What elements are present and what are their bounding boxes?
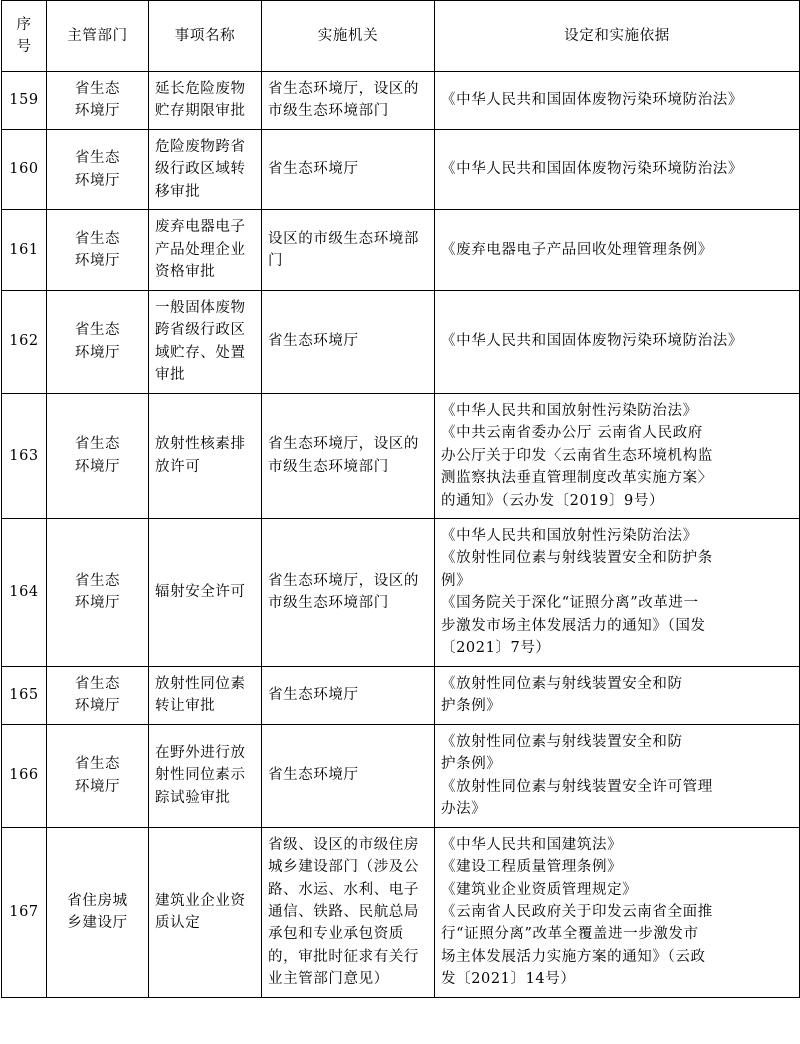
basis-line: 《中华人民共和国放射性污染防治法》 (441, 527, 698, 544)
cell-seq: 159 (2, 72, 47, 130)
cell-seq: 160 (2, 129, 47, 209)
cell-legal-basis: 《废弃电器电子产品回收处理管理条例》 (435, 210, 800, 290)
cell-department (47, 210, 149, 290)
administrative-license-table (1, 0, 800, 998)
cell-department (47, 666, 149, 724)
cell-department-line1: 省生态 (74, 150, 121, 167)
cell-seq: 165 (2, 666, 47, 724)
cell-department-line2: 环境厅 (74, 698, 121, 715)
cell-department-line2: 环境厅 (74, 595, 121, 612)
cell-legal-basis: 《中华人民共和国固体废物污染环境防治法》 (435, 72, 800, 130)
column-header-implementing-organ: 实施机关 (262, 1, 435, 72)
cell-department (47, 724, 149, 827)
cell-implementing-organ: 省生态环境厅 (262, 666, 435, 724)
basis-line: 《放射性同位素与射线装置安全和防 (441, 675, 683, 692)
cell-department-line1: 省生态 (74, 322, 121, 339)
basis-line: 《中共云南省委办公厅 云南省人民政府 (441, 425, 703, 442)
basis-line: 《放射性同位素与射线装置安全许可管理 (441, 778, 713, 795)
cell-department (47, 290, 149, 393)
cell-department-line1: 省生态 (74, 756, 121, 773)
basis-line: 测监察执法垂直管理制度改革实施方案〉 (441, 470, 713, 487)
cell-legal-basis (435, 724, 800, 827)
cell-implementing-organ: 省生态环境厅，设区的市级生态环境部门 (262, 72, 435, 130)
cell-department (47, 518, 149, 666)
table-row (2, 290, 800, 393)
cell-item-name: 废弃电器电子产品处理企业资格审批 (149, 210, 262, 290)
cell-department (47, 393, 149, 518)
cell-implementing-organ: 省生态环境厅，设区的市级生态环境部门 (262, 518, 435, 666)
cell-implementing-organ: 省生态环境厅 (262, 129, 435, 209)
cell-implementing-organ: 省生态环境厅 (262, 724, 435, 827)
cell-item-name: 放射性同位素转让审批 (149, 666, 262, 724)
cell-department-line1: 省住房城 (67, 892, 128, 909)
cell-department-line2: 环境厅 (74, 172, 121, 189)
table-row (2, 724, 800, 827)
cell-implementing-organ: 省级、设区的市级住房城乡建设部门（涉及公路、水运、水利、电子通信、铁路、民航总局承包和专业承包资质的，审批时征求有关行业主管部门意见） (262, 827, 435, 997)
basis-line: 《放射性同位素与射线装置安全和防 (441, 733, 683, 750)
table-row (2, 129, 800, 209)
basis-line: 《放射性同位素与射线装置安全和防护条 (441, 550, 713, 567)
table-row (2, 666, 800, 724)
table-row (2, 827, 800, 997)
cell-implementing-organ: 省生态环境厅，设区的市级生态环境部门 (262, 393, 435, 518)
basis-line: 步激发市场主体发展活力的通知》（国发 (441, 617, 706, 634)
cell-legal-basis (435, 518, 800, 666)
cell-department-line2: 乡建设厅 (67, 915, 128, 932)
cell-department-line1: 省生态 (74, 230, 121, 247)
cell-department-line1: 省生态 (74, 675, 121, 692)
basis-line: 《国务院关于深化“证照分离”改革进一 (441, 595, 699, 612)
table-header (2, 1, 800, 72)
basis-line: 行“证照分离”改革全覆盖进一步激发市 (441, 926, 699, 943)
cell-seq: 166 (2, 724, 47, 827)
cell-department-line2: 环境厅 (74, 103, 121, 120)
column-header-seq (2, 1, 47, 72)
column-header-seq-line2: 号 (16, 39, 32, 55)
basis-line: 办法》 (441, 801, 487, 818)
basis-line: 《建筑业企业资质管理规定》 (441, 881, 638, 898)
cell-seq: 167 (2, 827, 47, 997)
table-row (2, 518, 800, 666)
table-row (2, 210, 800, 290)
basis-line: 场主体发展活力实施方案的通知》（云政 (441, 948, 706, 965)
cell-seq: 164 (2, 518, 47, 666)
cell-department-line2: 环境厅 (74, 458, 121, 475)
cell-legal-basis: 《中华人民共和国固体废物污染环境防治法》 (435, 129, 800, 209)
column-header-legal-basis: 设定和实施依据 (435, 1, 800, 72)
cell-seq: 161 (2, 210, 47, 290)
cell-seq: 162 (2, 290, 47, 393)
cell-department-line1: 省生态 (74, 81, 121, 97)
basis-line: 护条例》 (441, 756, 502, 773)
cell-department-line1: 省生态 (74, 572, 121, 589)
basis-line: 《中华人民共和国建筑法》 (441, 836, 623, 853)
column-header-item-name: 事项名称 (149, 1, 262, 72)
column-header-department: 主管部门 (47, 1, 149, 72)
column-header-seq-line1: 序 (16, 16, 32, 33)
cell-seq: 163 (2, 393, 47, 518)
basis-line: 《云南省人民政府关于印发云南省全面推 (441, 904, 713, 920)
table-row (2, 72, 800, 130)
cell-item-name: 放射性核素排放许可 (149, 393, 262, 518)
basis-line: 《建设工程质量管理条例》 (441, 859, 623, 876)
cell-legal-basis (435, 827, 800, 997)
cell-implementing-organ: 设区的市级生态环境部门 (262, 210, 435, 290)
table-header-row (2, 1, 800, 72)
basis-line: 《中华人民共和国放射性污染防治法》 (441, 402, 698, 419)
cell-legal-basis (435, 666, 800, 724)
table-body (2, 72, 800, 998)
basis-line: 例》 (441, 572, 472, 589)
cell-item-name: 危险废物跨省级行政区域转移审批 (149, 129, 262, 209)
basis-line: 〔2021〕7号） (441, 640, 551, 657)
cell-item-name: 延长危险废物贮存期限审批 (149, 72, 262, 130)
cell-department (47, 827, 149, 997)
basis-line: 办公厅关于印发〈云南省生态环境机构监 (441, 447, 713, 464)
cell-department-line1: 省生态 (74, 436, 121, 453)
cell-legal-basis: 《中华人民共和国固体废物污染环境防治法》 (435, 290, 800, 393)
cell-item-name: 辐射安全许可 (149, 518, 262, 666)
cell-item-name: 一般固体废物跨省级行政区域贮存、处置审批 (149, 290, 262, 393)
cell-department-line2: 环境厅 (74, 253, 121, 270)
cell-implementing-organ: 省生态环境厅 (262, 290, 435, 393)
basis-line: 的通知》（云办发〔2019〕9号） (441, 492, 665, 509)
cell-legal-basis (435, 393, 800, 518)
cell-department (47, 72, 149, 130)
cell-item-name: 建筑业企业资质认定 (149, 827, 262, 997)
cell-department (47, 129, 149, 209)
cell-item-name: 在野外进行放射性同位素示踪试验审批 (149, 724, 262, 827)
cell-department-line2: 环境厅 (74, 344, 121, 361)
table-row (2, 393, 800, 518)
cell-department-line2: 环境厅 (74, 778, 121, 795)
basis-line: 护条例》 (441, 698, 502, 715)
basis-line: 发〔2021〕14号） (441, 971, 576, 988)
